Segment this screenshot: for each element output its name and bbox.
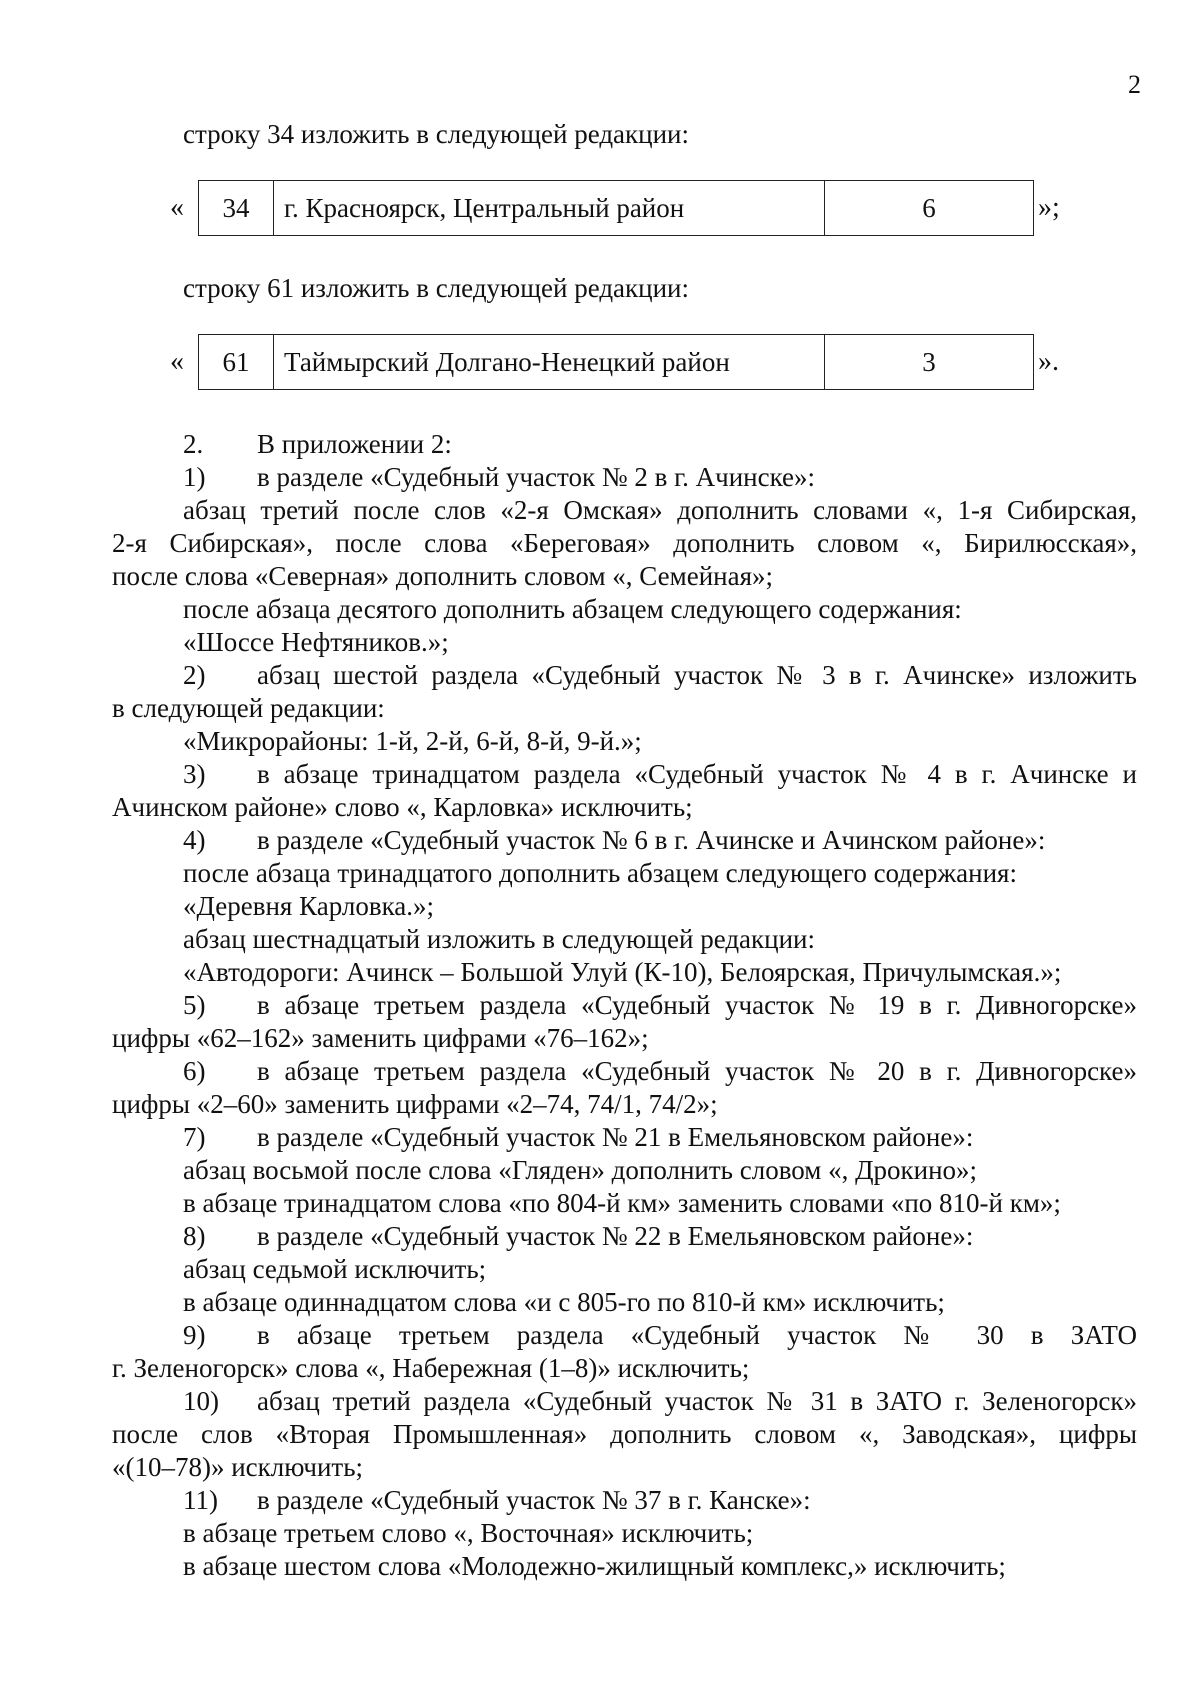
- paragraph-line: г. Зеленогорск» слова «, Набережная (1–8)» исключить;: [112, 1353, 750, 1383]
- item-number: 7): [183, 1122, 206, 1152]
- amend-34-close-quote: »;: [1038, 192, 1060, 223]
- item-text: абзац третий раздела «Судебный участок № 31 в ЗАТО г. Зеленогорск»: [257, 1386, 1137, 1416]
- item-text: в абзаце третьем раздела «Судебный участок № 20 в г. Дивногорске»: [257, 1056, 1137, 1086]
- paragraph-line: после абзаца десятого дополнить абзацем следующего содержания:: [183, 594, 962, 624]
- item-text: в абзаце третьем раздела «Судебный участок № 30 в ЗАТО: [257, 1320, 1137, 1350]
- amend-34-open-quote: «: [170, 192, 184, 223]
- paragraph-line: «(10–78)» исключить;: [112, 1452, 364, 1482]
- item-number: 1): [183, 462, 206, 492]
- paragraph-line: в следующей редакции:: [112, 693, 385, 723]
- paragraph-line: в абзаце шестом слова «Молодежно-жилищный комплекс,» исключить;: [183, 1551, 1006, 1581]
- table-cell-value: 3: [825, 335, 1034, 390]
- paragraph-line: цифры «62–162» заменить цифрами «76–162»;: [112, 1023, 649, 1053]
- list-item-5: [183, 989, 1137, 1021]
- item-number: 6): [183, 1056, 206, 1086]
- paragraph-line: «Автодороги: Ачинск – Большой Улуй (К-10), Белоярская, Причулымская.»;: [183, 957, 1062, 987]
- table-cell-value: 6: [825, 181, 1034, 236]
- item-text: в разделе «Судебный участок № 37 в г. Канске»:: [257, 1485, 811, 1515]
- section-text: В приложении 2:: [257, 429, 452, 459]
- table-cell-name: Таймырский Долгано-Ненецкий район: [274, 335, 825, 390]
- paragraph-line: «Шоссе Нефтяников.»;: [183, 627, 449, 657]
- section-2-heading: [183, 428, 1137, 460]
- paragraph-line: после слов «Вторая Промышленная» дополнить словом «, Заводская», цифры: [112, 1419, 1137, 1449]
- paragraph-line: после слова «Северная» дополнить словом «, Семейная»;: [112, 561, 773, 591]
- item-text: абзац шестой раздела «Судебный участок № 3 в г. Ачинске» изложить: [257, 660, 1137, 690]
- item-number: 5): [183, 990, 206, 1020]
- item-text: в разделе «Судебный участок № 2 в г. Ачинске»:: [257, 462, 816, 492]
- page-number: 2: [1128, 70, 1141, 99]
- list-item-4: [183, 824, 1137, 856]
- item-number: 3): [183, 759, 206, 789]
- paragraph-line: после абзаца тринадцатого дополнить абзацем следующего содержания:: [183, 858, 1017, 888]
- amend-61-table: [198, 334, 1034, 390]
- item-text: в абзаце тринадцатом раздела «Судебный участок № 4 в г. Ачинске и: [257, 759, 1137, 789]
- paragraph-line: 2-я Сибирская», после слова «Береговая» дополнить словом «, Бирилюсская»,: [112, 528, 1137, 558]
- item-number: 2): [183, 660, 206, 690]
- list-item-1: [183, 461, 1137, 493]
- list-item-10: [183, 1385, 1137, 1417]
- table-cell-name: г. Красноярск, Центральный район: [274, 181, 825, 236]
- item-text: в разделе «Судебный участок № 21 в Емельяновском районе»:: [257, 1122, 974, 1152]
- table-row: [199, 181, 1034, 236]
- paragraph-line: «Деревня Карловка.»;: [183, 891, 435, 921]
- paragraph-line: абзац шестнадцатый изложить в следующей редакции:: [183, 924, 816, 954]
- list-item-8: [183, 1220, 1137, 1252]
- list-item-3: [183, 758, 1137, 790]
- amend-61-intro: строку 61 изложить в следующей редакции:: [183, 273, 690, 303]
- table-row: [199, 335, 1034, 390]
- item-number: 8): [183, 1221, 206, 1251]
- table-cell-number: 61: [199, 335, 274, 390]
- item-text: в абзаце третьем раздела «Судебный участок № 19 в г. Дивногорске»: [257, 990, 1137, 1020]
- amend-61-close-quote: ».: [1038, 346, 1059, 377]
- item-number: 10): [183, 1386, 219, 1416]
- paragraph-line: абзац седьмой исключить;: [183, 1254, 487, 1284]
- paragraph-line: в абзаце третьем слово «, Восточная» исключить;: [183, 1518, 754, 1548]
- paragraph-line: в абзаце одиннадцатом слова «и с 805-го по 810-й км» исключить;: [183, 1287, 945, 1317]
- amend-34-intro: строку 34 изложить в следующей редакции:: [183, 119, 690, 149]
- paragraph-line: «Микрорайоны: 1-й, 2-й, 6-й, 8-й, 9-й.»;: [183, 726, 642, 756]
- paragraph-line: абзац восьмой после слова «Гляден» дополнить словом «, Дрокино»;: [183, 1155, 978, 1185]
- item-text: в разделе «Судебный участок № 22 в Емельяновском районе»:: [257, 1221, 974, 1251]
- list-item-7: [183, 1121, 1137, 1153]
- list-item-11: [183, 1484, 1137, 1516]
- item-number: 11): [183, 1485, 218, 1515]
- item-text: в разделе «Судебный участок № 6 в г. Ачинске и Ачинском районе»:: [257, 825, 1046, 855]
- paragraph-line: цифры «2–60» заменить цифрами «2–74, 74/1, 74/2»;: [112, 1089, 718, 1119]
- item-number: 4): [183, 825, 206, 855]
- section-number: 2.: [183, 429, 204, 459]
- amend-34-table: [198, 180, 1034, 236]
- list-item-6: [183, 1055, 1137, 1087]
- amend-61-open-quote: «: [170, 346, 184, 377]
- list-item-9: [183, 1319, 1137, 1351]
- paragraph-line: в абзаце тринадцатом слова «по 804-й км» заменить словами «по 810-й км»;: [183, 1188, 1061, 1218]
- paragraph-line: Ачинском районе» слово «, Карловка» исключить;: [112, 792, 693, 822]
- paragraph-line: абзац третий после слов «2-я Омская» дополнить словами «, 1-я Сибирская,: [183, 495, 1137, 525]
- list-item-2: [183, 659, 1137, 691]
- table-cell-number: 34: [199, 181, 274, 236]
- item-number: 9): [183, 1320, 206, 1350]
